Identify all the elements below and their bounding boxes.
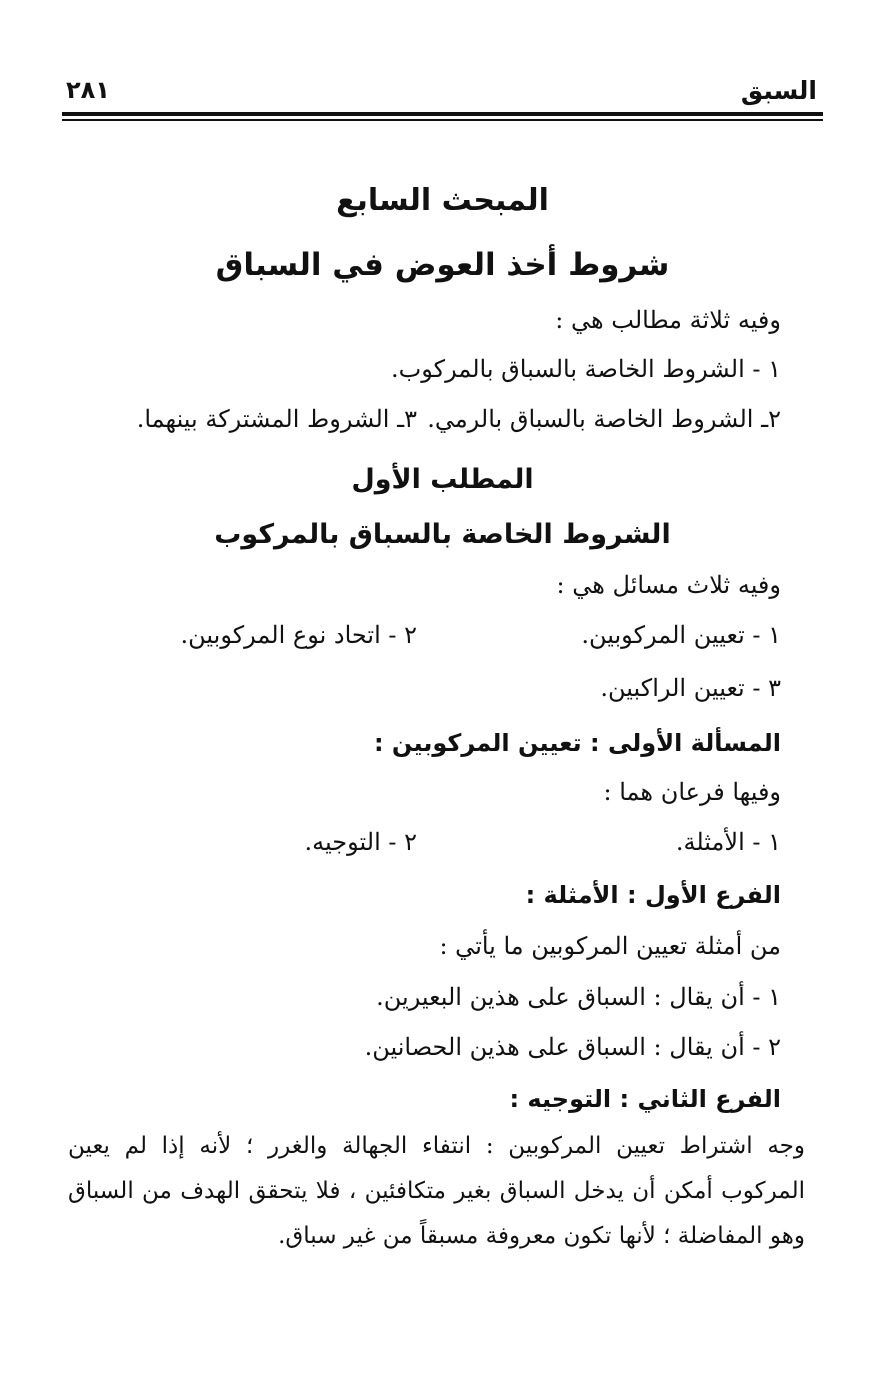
branch1-intro: من أمثلة تعيين المركوبين ما يأتي :	[439, 932, 781, 960]
header-rule-thin	[62, 119, 823, 121]
chapter-item-1: ١ - الشروط الخاصة بالسباق بالمركوب.	[391, 355, 781, 383]
section-intro: وفيه ثلاث مسائل هي :	[556, 571, 781, 599]
branch2-heading: الفرع الثاني : التوجيه :	[509, 1085, 781, 1113]
header-rule-thick	[62, 112, 823, 116]
chapter-intro: وفيه ثلاثة مطالب هي :	[555, 306, 781, 334]
question-heading: المسألة الأولى : تعيين المركوبين :	[373, 729, 781, 757]
running-header	[62, 72, 823, 112]
page-number: ٢٨١	[66, 76, 110, 104]
section-title: الشروط الخاصة بالسباق بالمركوب	[214, 519, 671, 550]
question-item-2: ٢ - التوجيه.	[304, 828, 417, 856]
branch2-paragraph-text: وجه اشتراط تعيين المركوبين : انتفاء الجهالة والغرر ؛ لأنه إذا لم يعين المركوب أمكن أن يدخل السباق بغير متكافئين ، فلا يتحقق الهدف من السباق وهو المفاضلة ؛ لأنها تكون معروفة مسبقاً من غير سباق.	[68, 1133, 805, 1249]
branch1-heading: الفرع الأول : الأمثلة :	[525, 881, 781, 909]
section-heading: المطلب الأول	[351, 464, 534, 495]
chapter-heading: المبحث السابع	[336, 183, 549, 218]
running-title: السبق	[740, 76, 817, 105]
section-item-2: ٢ - اتحاد نوع المركوبين.	[180, 621, 417, 649]
section-item-1: ١ - تعيين المركوبين.	[581, 621, 781, 649]
section-item-3: ٣ - تعيين الراكبين.	[600, 674, 781, 702]
chapter-item-3: ٣ـ الشروط المشتركة بينهما.	[136, 405, 417, 433]
branch1-item-1: ١ - أن يقال : السباق على هذين البعيرين.	[376, 983, 781, 1011]
question-item-1: ١ - الأمثلة.	[675, 828, 781, 856]
branch2-paragraph	[68, 1124, 805, 1259]
branch1-item-2: ٢ - أن يقال : السباق على هذين الحصانين.	[364, 1033, 781, 1061]
question-intro: وفيها فرعان هما :	[603, 778, 781, 806]
chapter-title: شروط أخذ العوض في السباق	[215, 247, 670, 283]
chapter-item-2: ٢ـ الشروط الخاصة بالسباق بالرمي.	[427, 405, 781, 433]
